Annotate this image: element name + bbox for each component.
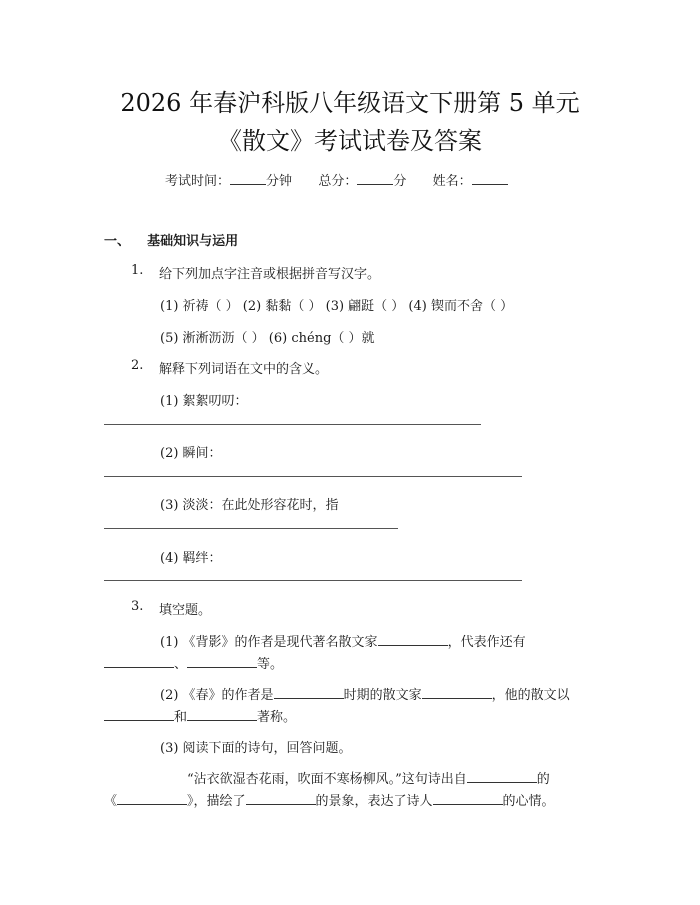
fill-text: 等。 [257,657,284,672]
section-title: 基础知识与运用 [147,234,239,249]
fill-text: 的心情。 [502,794,555,809]
document-title-line2: 《散文》考试试卷及答案 [218,127,482,155]
fill-text: 》，描绘了 [187,794,246,809]
fill-blank[interactable] [187,720,257,721]
exam-time-label: 考试时间： [165,174,231,189]
fill-item-1-line2 [104,653,283,672]
answer-line[interactable] [104,580,522,581]
question-2-text: 解释下列词语在文中的含义。 [159,362,329,377]
fill-text: ，代表作还有 [447,635,526,650]
fill-text: ，他的散文以 [491,688,570,703]
question-1-text: 给下列加点字注音或根据拼音写汉字。 [159,267,381,282]
fill-text: 时期的散文家 [343,688,422,703]
fill-text: 和 [174,710,188,725]
answer-line[interactable] [104,476,522,477]
question-2-item: (4) 羁绊： [160,551,222,566]
poem-line1 [187,768,550,787]
total-score-blank[interactable] [357,184,393,185]
question-3-number: 3. [131,599,144,614]
fill-blank[interactable] [467,782,537,783]
question-1-number: 1. [131,263,144,278]
fill-item-2-line1 [160,684,570,703]
fill-blank[interactable] [433,804,503,805]
fill-text: “沾衣欲湿杏花雨，吹面不寒杨柳风。”这句诗出自 [187,772,467,787]
question-1-items-row2: (5) 淅淅沥沥（ ） (6) chéng（ ）就 [160,331,375,346]
answer-line[interactable] [104,528,398,529]
fill-text: (2) 《春》的作者是 [160,688,274,703]
question-1-items-row1: (1) 祈祷（ ） (2) 黏黏（ ） (3) 翩跹（ ） (4) 锲而不舍（ ） [160,299,514,314]
answer-line[interactable] [104,424,481,425]
fill-blank[interactable] [378,645,448,646]
fill-item-1-line1 [160,631,526,650]
fill-blank[interactable] [104,720,174,721]
section-number: 一、 [104,234,131,249]
fill-blank[interactable] [422,698,492,699]
fill-item-2-line2 [104,706,296,725]
exam-time-blank[interactable] [230,184,266,185]
question-2-number: 2. [131,358,144,373]
total-score-unit: 分 [393,174,407,189]
question-2-item: (1) 絮絮叨叨： [160,394,248,409]
fill-text: 的 [536,772,550,787]
fill-text: 的景象，表达了诗人 [315,794,433,809]
question-2-item: (3) 淡淡：在此处形容花时，指 [160,498,339,513]
fill-blank[interactable] [246,804,316,805]
section-heading [104,230,238,249]
fill-text: 、 [174,657,188,672]
exam-time-unit: 分钟 [266,174,293,189]
question-3-text: 填空题。 [159,603,212,618]
fill-blank[interactable] [117,804,187,805]
poem-line2 [104,790,555,809]
student-name-blank[interactable] [472,184,508,185]
fill-text: 著称。 [257,710,297,725]
fill-blank[interactable] [104,667,174,668]
fill-blank[interactable] [274,698,344,699]
total-score-label: 总分： [318,174,358,189]
fill-text: (1) 《背影》的作者是现代著名散文家 [160,635,378,650]
exam-info [165,170,508,189]
document-title-line1: 2026 年春沪科版八年级语文下册第 5 单元 [120,89,580,117]
student-name-label: 姓名： [432,174,472,189]
fill-item-3: (3) 阅读下面的诗句，回答问题。 [160,741,352,756]
question-2-item: (2) 瞬间： [160,446,222,461]
fill-text: 《 [104,794,118,809]
fill-blank[interactable] [187,667,257,668]
